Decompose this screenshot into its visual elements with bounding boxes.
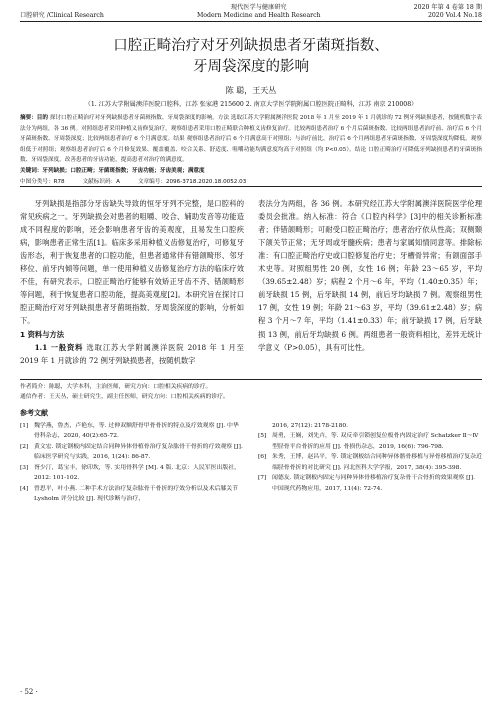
page-number: · 52 · [20, 688, 38, 696]
affiliation: （1. 江苏大学附属澳洋医院口腔科，江苏 张家港 215600 2. 南京大学医学院附属口腔医院正畸科，江苏 南京 210008） [84, 101, 418, 108]
body-columns [20, 197, 482, 367]
author-bio: 作者简介：陈聪，大学本科，主治医师，研究方向：口腔相关疾病的诊疗。 [20, 383, 212, 390]
clc-number: 中图分类号：R78 [20, 178, 65, 185]
reference-item: [7] 闻德友. 锁定钢板内固定与同种异体骨移植治疗复杂骨干合骨折的效果观察 [J]. 中国现代药物应用，2017, 11(4): 72-74. [258, 475, 475, 492]
author-notes [20, 379, 482, 402]
journal-name-cn: 现代医学与健康研究 [230, 4, 287, 11]
corresponding-author: 通信作者：王天丛，硕士研究生，副主任医师，研究方向：口腔相关疾病的诊疗。 [20, 393, 229, 400]
journal-name-en: Modern Medicine and Health Research [196, 12, 321, 19]
references [20, 421, 482, 505]
abstract-text: 探讨口腔正畸治疗对牙列缺损患者牙菌斑指数、牙周袋深度的影响。方法 选取江苏大学附属澳洋医院 2018 年 1 月至 2019 年 1 月就诊的 72 例牙列缺损患者，按随机数字表法分为两组，各 36 例。对照组患者采用种植义齿修复治疗，观察组患者采用口腔正畸联合种植义齿修复治疗。比较两组患者治疗 6 个月后菌斑指数、比较两组患者治疗前、治疗后 6 个月牙菌斑指数、牙周袋深度；比较两组患者治疗 6 个月满意度。结果 观察组患者治疗后 6 个月满意高于对照组；与治疗前比，治疗后 6 个月两组患者牙菌斑指数、牙周袋深度均降低，观察组低于对照组；观察组患者治疗后 6 个月修复效果、覆盖覆盖、咬合关系、舒适度、咀嚼功能均满意度均高于对照组（均 P<0.05）。结论 口腔正畸治疗可降低牙列缺损患者的牙菌斑指数、牙周袋深度，改善患者的牙齿功能，提高患者对治疗的满意度。 [20, 115, 482, 164]
header-rule [20, 21, 482, 22]
abstract-rule [20, 186, 482, 187]
abstract-label: 摘要：目的 [20, 115, 49, 121]
references-right [258, 421, 482, 505]
methods-continued: 表法分为两组，各 36 例。本研究经江苏大学附属澳洋医院医学伦理委员会批准。纳入标准：符合《口腔内科学》[3]中的相关诊断标准者；伴错颌畸形；可耐受口腔正畸治疗；患者治疗依从性高；双侧颞下颌关节正常；无牙周或牙髓疾病；患者与家属知情同意等。排除标准：有口腔正畸治疗史或口腔修复治疗史；牙槽骨异常；有颌面部手术史等。对照组男性 20 例，女性 16 例；年龄 23～65 岁，平均（39.65±2.48）岁；病程 2 个月～6 年，平均（1.40±0.35）年；前牙缺损 15 例，后牙缺损 14 例，前后牙均缺损 7 例。观察组男性 17 例，女性 19 例；年龄 21～63 岁，平均（39.61±2.48）岁；病程 3 个月～7 年，平均（1.41±0.33）年；前牙缺损 17 例，后牙缺损 13 例，前后牙均缺损 6 例。两组患者一般资料相比，差异无统计学意义（P>0.05），具有可比性。 [258, 198, 482, 352]
reference-item: [6] 朱秀，王博，赵昌平，等. 锁定钢板结合同种异体髂骨移植与异骨移植治疗复杂近端胫骨骨折的对比研究 [J]. 河北医科大学学报，2017, 38(4): 395-398. [258, 454, 482, 471]
body-column-left [20, 197, 244, 367]
reference-item: [4] 曾思平，叶小燕. 二种手术方法治疗复杂肱骨干骨折的疗效分析以及术后膝关节 Lysholm 评分比较 [J]. 现代诊断与治疗， [20, 485, 239, 503]
subsection-heading: 1.1 一般资料 [34, 342, 84, 352]
paper-title [20, 36, 482, 78]
header-left: 口腔研究 /Clinical Research [20, 12, 104, 19]
issue-cn: 2020 年第 4 卷第 18 期 [413, 4, 482, 11]
reference-item: [1] 魏学燕，鲁杰，卢艳东，等. 过伸双额舒骨甲骨骨折的特点及疗效观察 [J]. 中华骨科杂志，2020, 40(2):65-72. [20, 422, 239, 440]
reference-item: 2016, 27(12): 2178-2180. [272, 422, 349, 429]
header-journal [197, 4, 321, 20]
references-left [20, 421, 244, 505]
running-header [20, 0, 482, 20]
document-code: 文献标识码：A [82, 178, 120, 185]
keywords: 关键词：牙列缺损；口腔正畸；牙菌斑指数；牙齿功能；牙齿美观；满意度 [20, 167, 205, 174]
methods-text: 选取江苏大学附属澳洋医院 2018 年 1 月至 2019 年 1 月就诊的 72 例牙列缺损患者，按随机数字 [20, 342, 244, 365]
title-line-1: 口腔正畸治疗对牙列缺损患者牙菌斑指数、 [113, 38, 389, 54]
reference-item: [5] 周勇，王娴，刘先卉，等. 双反牵引锁创复位板骨内固定治疗 Schatzker Ⅱ～Ⅳ 型胫骨平台骨折的应用 [J]. 骨损伤杂志，2019, 16(6): 796-798. [258, 433, 479, 450]
section-heading: 1 资料与方法 [20, 329, 65, 339]
references-title: 参考文献 [20, 408, 48, 417]
authors: 陈 聪，王天丛 [225, 86, 277, 95]
abstract [20, 113, 482, 177]
header-issue [414, 4, 482, 20]
article-meta [20, 177, 482, 185]
title-line-2: 牙周袋深度的影响 [193, 59, 309, 75]
reference-item: [3] 胥少汀，葛宝丰，徐印坎，等. 实用骨科学 [M]. 4 版. 北京：人民军医出版社，2012: 101-102. [20, 464, 241, 482]
body-column-right [258, 197, 482, 367]
intro-paragraph: 牙列缺损是指部分牙齿缺失导致的恒牙牙列不完整，是口腔科的常见疾病之一。牙列缺损会对患者的咀嚼、咬合、辅助发音等功能造成不同程度的影响，还会影响患者牙齿的美观度，且易发生口腔疾病，影响患者正常生活[1]。临床多采用种植义齿修复治疗，可修复牙齿形态，利于恢复患者的口腔功能，但患者通常伴有错颌畸形、邻牙移位、前牙内倾等问题，单一使用种植义齿修复治疗方法的临床疗效不佳，有研究表示，口腔正畸治疗能够有效矫正牙齿不齐、错颌畸形等问题，利于恢复患者口腔功能，提高美观度[2]。本研究旨在探讨口腔正畸治疗对牙列缺损患者牙菌斑指数、牙周袋深度的影响，分析如下。 [20, 198, 244, 326]
reference-item: [2] 黄文宏. 锁定钢板内固定结合同种异体骨植骨治疗复杂肱骨干骨折的疗效观察 [J]. 临床医学研究与实践，2016, 1(24): 86-87. [20, 443, 243, 461]
issue-en: 2020 Vol.4 No.18 [427, 12, 482, 19]
article-number: 文章编号：2096-3718.2020.18.0052.03 [137, 178, 247, 185]
